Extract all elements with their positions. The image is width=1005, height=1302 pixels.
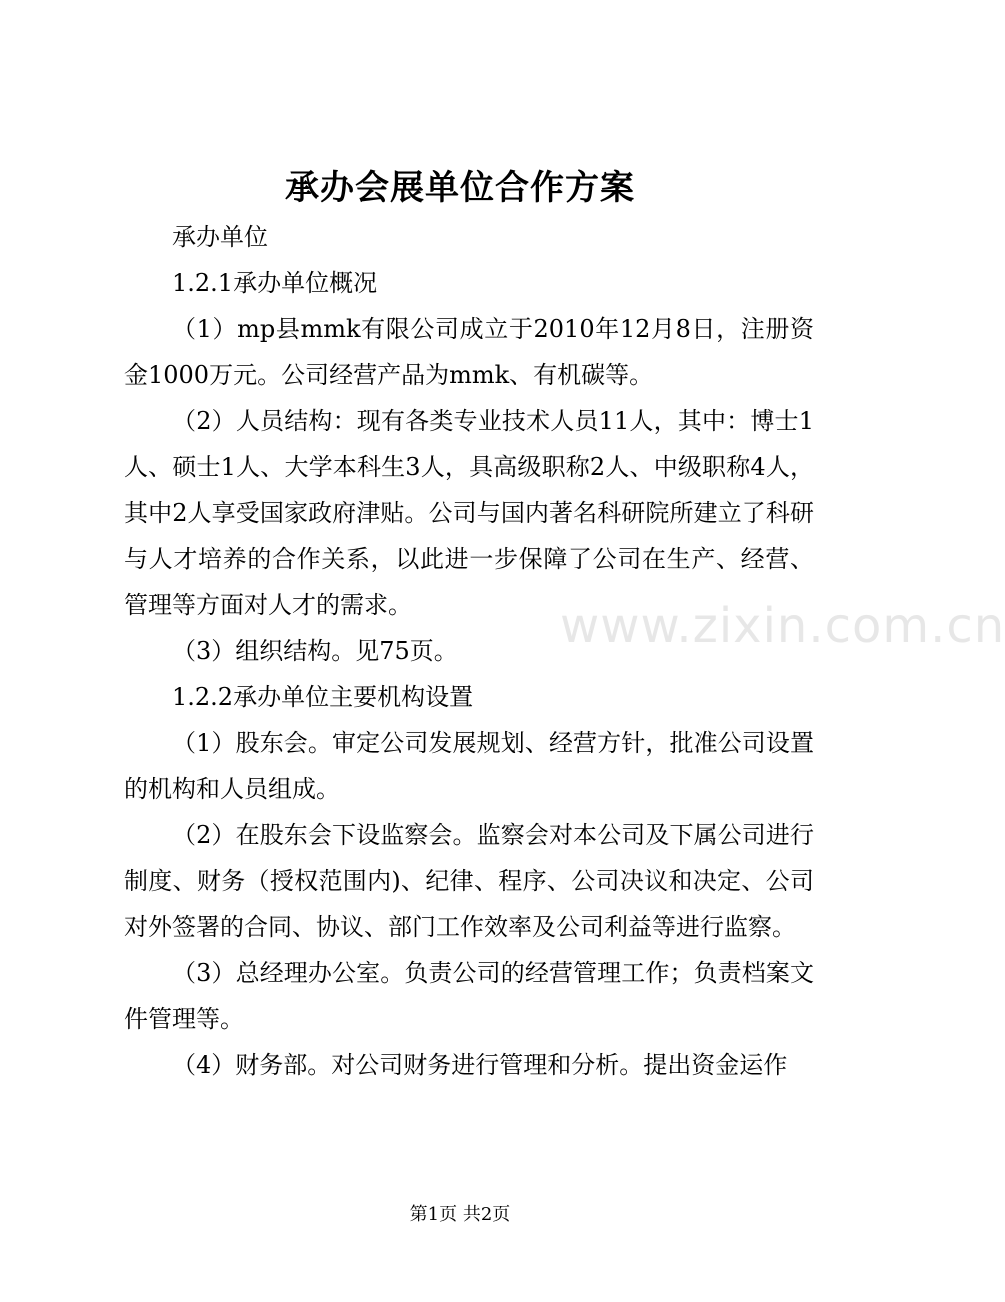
document-body [124, 214, 814, 1088]
paragraph-company-founding: （1）mp县mmk有限公司成立于2010年12月8日，注册资金1000万元。公司经营产品为mmk、有机碳等。 [124, 315, 814, 389]
paragraph-supervisory-board: （2）在股东会下设监察会。监察会对本公司及下属公司进行制度、财务（授权范围内)、纪律、程序、公司决议和决定、公司对外签署的合同、协议、部门工作效率及公司利益等进行监察。 [124, 821, 814, 941]
paragraph-heading-unit: 承办单位 [172, 223, 268, 251]
page-footer: 第1页 共2页 [409, 1204, 511, 1225]
paragraph-staff-structure: （2）人员结构：现有各类专业技术人员11人，其中：博士1人、硕士1人、大学本科生3人，具高级职称2人、中级职称4人，其中2人享受国家政府津贴。公司与国内著名科研院所建立了科研与人才培养的合作关系，以此进一步保障了公司在生产、经营、管理等方面对人才的需求。 [124, 407, 814, 619]
paragraph-section-1-2-2: 1.2.2承办单位主要机构设置 [172, 683, 474, 711]
watermark: www.zixin.com.cn [560, 598, 1005, 654]
paragraph-section-1-2-1: 1.2.1承办单位概况 [172, 269, 378, 297]
paragraph-org-structure: （3）组织结构。见75页。 [172, 637, 458, 665]
paragraph-finance-department: （4）财务部。对公司财务进行管理和分析。提出资金运作 [172, 1051, 788, 1079]
paragraph-general-manager-office: （3）总经理办公室。负责公司的经营管理工作；负责档案文件管理等。 [124, 959, 814, 1033]
document-title: 承办会展单位合作方案 [285, 168, 635, 208]
paragraph-shareholders-meeting: （1）股东会。审定公司发展规划、经营方针，批准公司设置的机构和人员组成。 [124, 729, 814, 803]
